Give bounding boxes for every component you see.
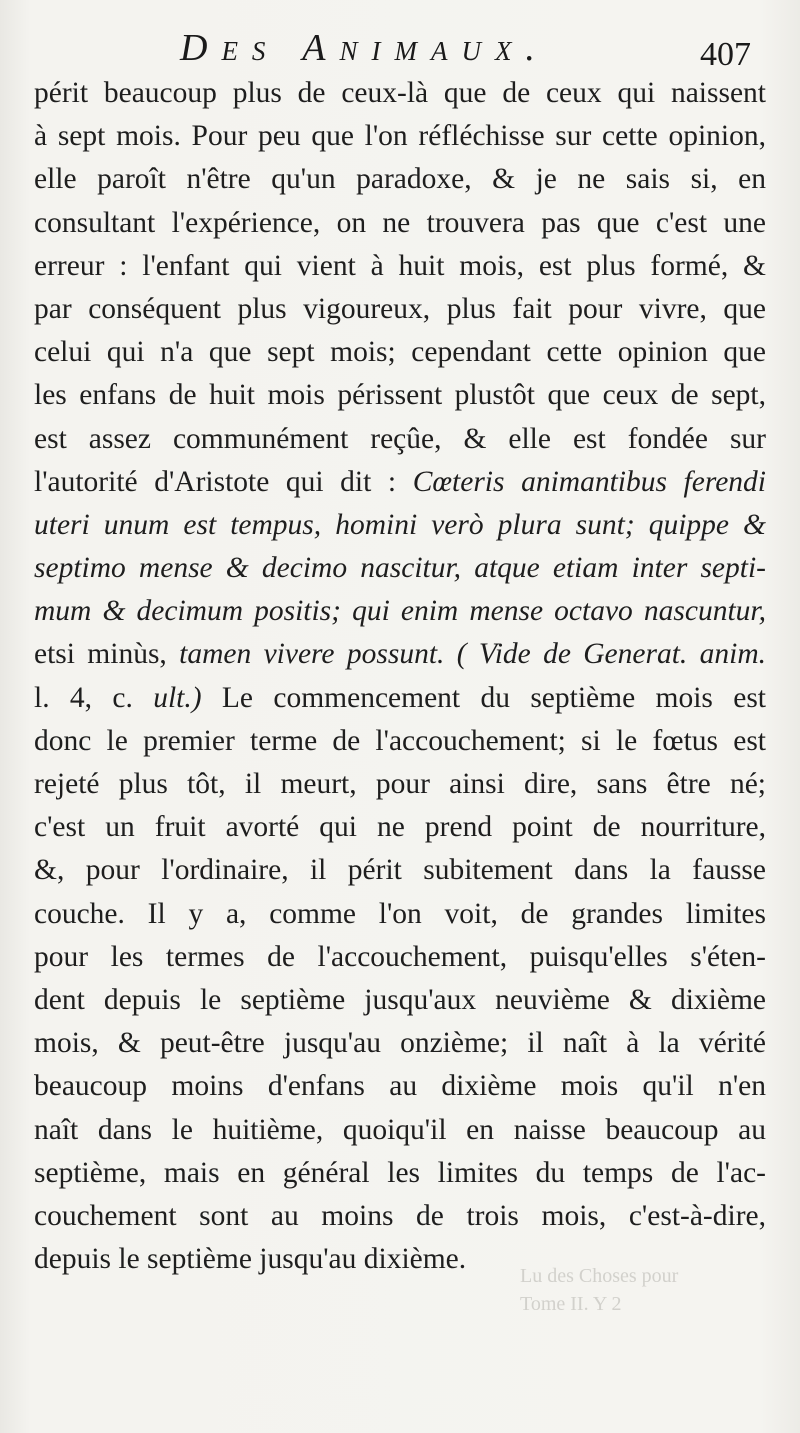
line-text: l. 4, c. <box>34 681 154 714</box>
text-line <box>34 504 766 547</box>
text-line <box>34 763 766 806</box>
text-line <box>34 115 766 158</box>
line-text: l'autorité d'Aristote qui dit : <box>34 465 413 498</box>
text-line <box>34 158 766 201</box>
line-text: erreur : l'enfant qui vient à huit mois, est plus formé, & <box>34 249 766 282</box>
text-line <box>34 1152 766 1195</box>
text-line <box>34 806 766 849</box>
text-line <box>34 461 766 504</box>
text-line <box>34 849 766 892</box>
line-text: consultant l'expérience, on ne trouvera pas que c'est une <box>34 206 766 239</box>
italic-text: septimo mense & decimo nascitur, atque etiam inter septi- <box>34 552 766 585</box>
text-line <box>34 979 766 1022</box>
line-text: est assez communément reçûe, & elle est fondée sur <box>34 422 766 455</box>
line-text: dent depuis le septième jusqu'aux neuvième & dixième <box>34 983 766 1016</box>
text-line <box>34 590 766 633</box>
text-line <box>34 202 766 245</box>
line-text: mois, & peut-être jusqu'au onzième; il naît à la vérité <box>34 1027 766 1060</box>
text-line <box>34 893 766 936</box>
line-text: à sept mois. Pour peu que l'on réfléchisse sur cette opinion, <box>34 120 766 153</box>
line-text: les enfans de huit mois périssent plustôt que ceux de sept, <box>34 379 766 412</box>
text-line <box>34 633 766 676</box>
line-text: etsi minùs, <box>34 638 180 671</box>
text-line <box>34 288 766 331</box>
line-text: &, pour l'ordinaire, il périt subitement dans la fausse <box>34 854 766 887</box>
line-text: par conséquent plus vigoureux, plus fait pour vivre, que <box>34 292 766 325</box>
italic-text: mum & decimum positis; qui enim mense octavo nascuntur, <box>34 595 766 628</box>
text-line <box>34 418 766 461</box>
page-number: 407 <box>700 36 751 73</box>
text-line <box>34 374 766 417</box>
line-text: septième, mais en général les limites du temps de l'ac- <box>34 1156 766 1189</box>
text-line <box>34 547 766 590</box>
text-line <box>34 72 766 115</box>
text-line <box>34 720 766 763</box>
line-text: couche. Il y a, comme l'on voit, de grandes limites <box>34 897 766 930</box>
line-text: pour les termes de l'accouchement, puisqu'elles s'éten- <box>34 940 766 973</box>
italic-text: tamen vivere possunt. ( Vide de Generat. anim. <box>179 638 766 671</box>
text-line <box>34 1065 766 1108</box>
line-text: c'est un fruit avorté qui ne prend point de nourriture, <box>34 811 766 844</box>
running-head <box>0 22 800 72</box>
line-text: beaucoup moins d'enfans au dixième mois qu'il n'en <box>34 1070 766 1103</box>
text-line <box>34 331 766 374</box>
line-text: périt beaucoup plus de ceux-là que de ceux qui naissent <box>34 77 766 109</box>
body-text <box>34 72 766 1281</box>
line-text: celui qui n'a que sept mois; cependant cette opinion que <box>34 336 766 369</box>
text-line <box>34 677 766 720</box>
text-line <box>34 245 766 288</box>
line-text: couchement sont au moins de trois mois, c'est-à-dire, <box>34 1199 766 1232</box>
italic-text: ult.) <box>153 681 202 714</box>
text-line <box>34 1022 766 1065</box>
line-text: Le commencement du septième mois est <box>201 681 767 714</box>
text-line <box>34 1195 766 1238</box>
line-text: naît dans le huitième, quoiqu'il en naisse beaucoup au <box>34 1113 766 1146</box>
line-text: rejeté plus tôt, il meurt, pour ainsi dire, sans être né; <box>34 768 766 800</box>
running-title: Des Animaux. <box>180 27 549 69</box>
text-line <box>34 1109 766 1152</box>
bleed-line: Lu des Choses pour <box>520 1265 679 1287</box>
line-text: depuis le septième jusqu'au dixième. <box>34 1243 467 1276</box>
italic-text: uteri unum est tempus, homini verò plura sunt; quippe & <box>34 508 766 541</box>
line-text: donc le premier terme de l'accouchement; si le fœtus est <box>34 724 766 757</box>
line-text: elle paroît n'être qu'un paradoxe, & je ne sais si, en <box>34 163 766 196</box>
italic-text: Cœteris animantibus ferendi <box>412 465 766 498</box>
bleed-line: Tome II. Y 2 <box>520 1293 622 1315</box>
bleed-through-text <box>520 1262 780 1318</box>
text-line <box>34 936 766 979</box>
